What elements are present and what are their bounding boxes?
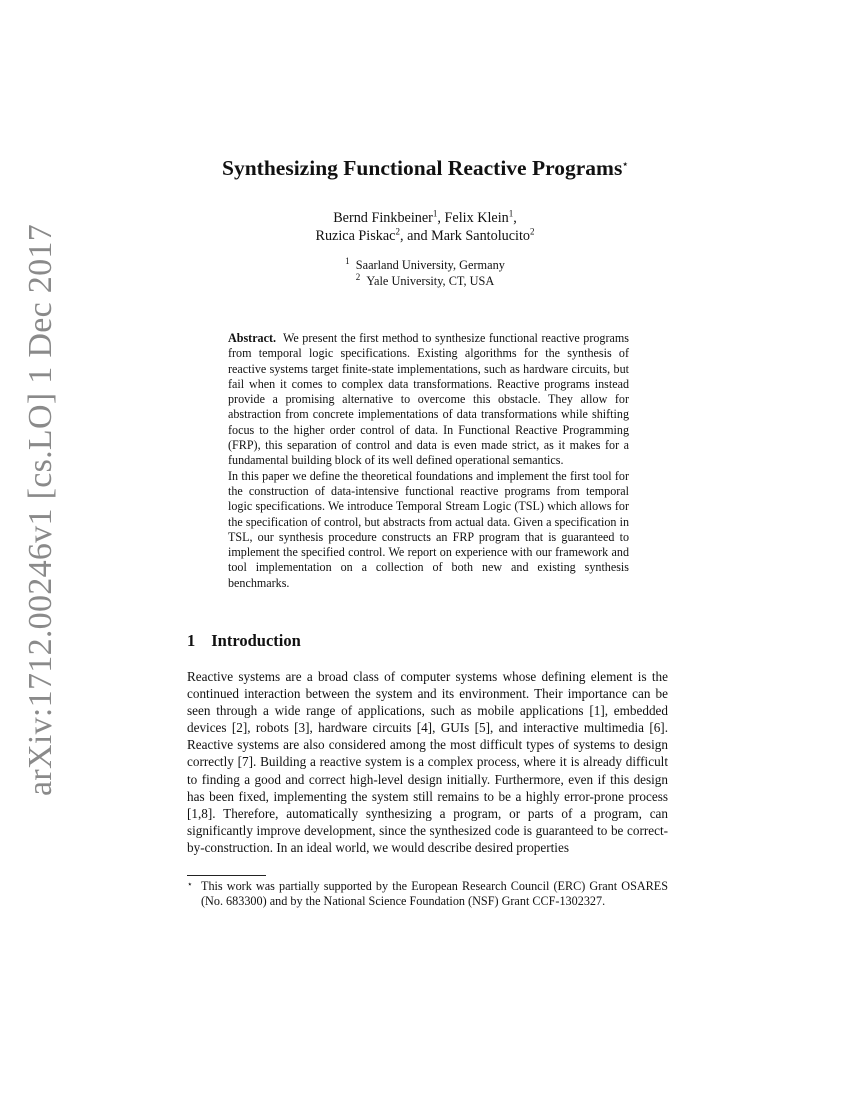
author-name: Bernd Finkbeiner: [333, 210, 433, 226]
affiliation-item: [0, 255, 850, 274]
author-name: Felix Klein: [444, 210, 509, 226]
author-affiliation-mark: 2: [530, 226, 535, 237]
author-name: Mark Santolucito: [431, 228, 531, 244]
introduction-body: [187, 668, 668, 856]
affiliation-list: [0, 255, 850, 289]
section-number: 1: [187, 631, 196, 650]
paper-title-text: Synthesizing Functional Reactive Programs: [222, 156, 623, 180]
author-affiliation-mark: 2: [395, 226, 400, 237]
author-separator: , and: [399, 228, 432, 244]
abstract-text: We present the first method to synthesize functional reactive programs from temporal logic specifications. Existing algorithms for the synthesis of reactive systems target finite-state implementations, such as hardware circuits, but fail when it comes to complex data transformations. Reactive programs instead provide a promising alternative to overcome this obstacle. They allow for abstraction from concrete implementations of data transformations while shifting focus to the higher order control of data. In Functional Reactive Programming (FRP), this separation of control and data is even made strict, as it makes for a fundamental building block of its well defined operational semantics.: [228, 331, 629, 468]
author-separator: ,: [513, 210, 517, 226]
title-footnote-mark: ⋆: [622, 158, 628, 169]
arxiv-identifier: arXiv:1712.00246v1 [cs.LO] 1 Dec 2017: [22, 224, 59, 796]
footnote: [187, 879, 668, 909]
footnote-mark: ⋆: [187, 879, 193, 889]
affiliation-mark: 1: [345, 255, 350, 266]
affiliation-item: [0, 271, 850, 290]
footnote-text: This work was partially supported by the European Research Council (ERC) Grant OSARES (No. 683300) and by the National Science Foundation (NSF) Grant CCF-1302327.: [201, 879, 668, 908]
section-heading: [187, 631, 301, 651]
abstract-paragraph-1: [228, 331, 629, 469]
author-line-1: [0, 209, 850, 227]
author-affiliation-mark: 1: [508, 208, 514, 219]
abstract-paragraph-2: In this paper we define the theoretical foundations and implement the first tool for the construction of data-intensive functional reactive programs from temporal logic specifications. We introduce Temporal Stream Logic (TSL) which allows for the specification of control, but abstracts from actual data. Given a specification in TSL, our synthesis procedure constructs an FRP program that is guaranteed to implement the specified control. We report on experience with our framework and tool implementation on a collection of both new and existing synthesis benchmarks.: [228, 468, 629, 590]
author-affiliation-mark: 1: [432, 208, 438, 219]
footnote-rule: [187, 875, 266, 876]
paper-title: [0, 156, 850, 181]
introduction-paragraph: Reactive systems are a broad class of computer systems whose defining element is the continued interaction between the system and its environment. Their importance can be seen through a wide range of applications, such as mobile applications [1], embedded devices [2], robots [3], hardware circuits [4], GUIs [5], and interactive multimedia [6]. Reactive systems are also considered among the most difficult types of systems to design correctly [7]. Building a reactive system is a complex process, where it is already difficult to finding a good and correct high-level design initially. Furthermore, even if this design has been fixed, implementing the system still remains to be a highly error-prone process [1,8]. Therefore, automatically synthesizing a program, or parts of a program, can significantly improve development, since the synthesized code is guaranteed to be correct-by-construction. In an ideal world, we would describe desired properties: [187, 669, 668, 855]
affiliation-mark: 2: [355, 271, 361, 282]
author-list: [0, 209, 850, 245]
author-line-2: [0, 227, 850, 245]
author-separator: ,: [437, 210, 445, 226]
abstract: [228, 331, 629, 591]
author-name: Ruzica Piskac: [315, 228, 396, 244]
affiliation-text: Yale University, CT, USA: [366, 273, 495, 288]
section-title: Introduction: [211, 631, 301, 650]
abstract-label: Abstract.: [228, 331, 277, 345]
affiliation-text: Saarland University, Germany: [355, 258, 505, 272]
